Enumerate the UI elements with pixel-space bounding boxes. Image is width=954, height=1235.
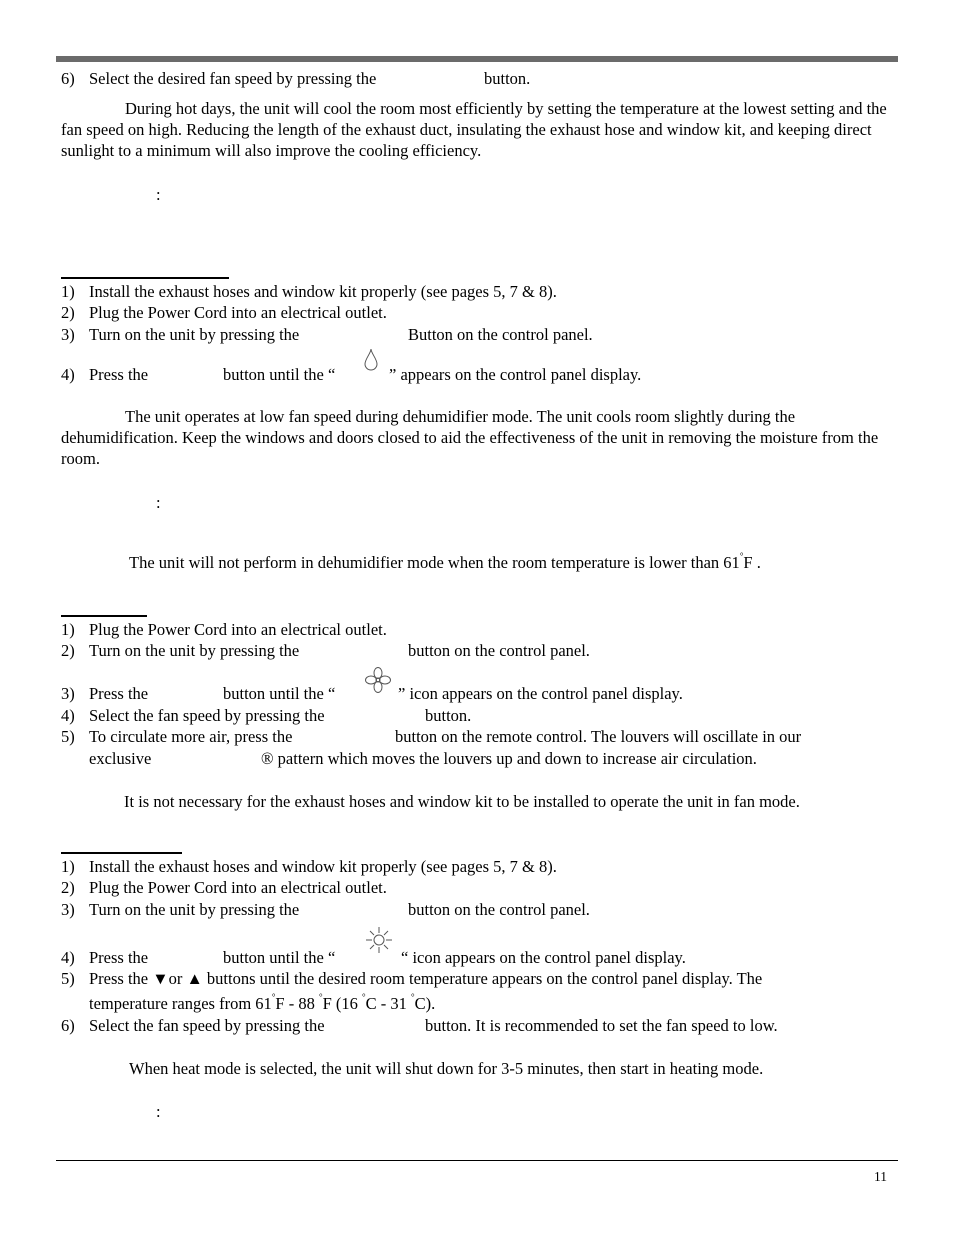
step-number: 4) (61, 365, 75, 384)
step-text: ” icon appears on the control panel display. (398, 684, 683, 703)
step-text: “ icon appears on the control panel display. (401, 948, 686, 967)
step-text: ” appears on the control panel display. (389, 365, 642, 384)
step-text: Press the (89, 365, 149, 384)
note-colon: : (156, 1102, 161, 1121)
step-number: 5) (61, 969, 75, 988)
heat-note: When heat mode is selected, the unit will shut down for 3-5 minutes, then start in heating mode. (129, 1059, 764, 1078)
section-heading-underline (61, 615, 147, 617)
step-number: 3) (61, 684, 75, 703)
footer-rule (56, 1160, 898, 1161)
step-number: 2) (61, 641, 75, 660)
step-text: button on the control panel. (408, 900, 590, 919)
step-text: Install the exhaust hoses and window kit properly (see pages 5, 7 & 8). (89, 857, 557, 876)
step-text: Button on the control panel. (408, 325, 593, 344)
step-text: button on the control panel. (408, 641, 590, 660)
step-text: Select the fan speed by pressing the (89, 706, 325, 725)
dehumidify-paragraph: The unit operates at low fan speed during dehumidifier mode. The unit cools room slightly during the dehumidification. Keep the windows and doors closed to aid the effectiveness of the unit in removing the moisture from the room. (61, 407, 879, 468)
step-text: exclusive (89, 749, 152, 768)
step-text: Plug the Power Cord into an electrical outlet. (89, 878, 387, 897)
fan-icon (364, 666, 392, 694)
fan-note: It is not necessary for the exhaust hoses and window kit to be installed to operate the unit in fan mode. (124, 792, 800, 811)
step-text: button. It is recommended to set the fan speed to low. (425, 1016, 778, 1035)
step-text: button until the “ (223, 684, 336, 703)
step-text: Turn on the unit by pressing the (89, 641, 300, 660)
step-text: ® pattern which moves the louvers up and down to increase air circulation. (261, 749, 757, 768)
step-text: button. (484, 69, 531, 88)
step-number: 4) (61, 948, 75, 967)
dehumidify-note: The unit will not perform in dehumidifier mode when the room temperature is lower than 61°F . (129, 551, 761, 572)
section-heading-underline (61, 277, 229, 279)
note-colon: : (156, 185, 161, 204)
step-text: Select the desired fan speed by pressing the (89, 69, 377, 88)
step-text: Turn on the unit by pressing the (89, 325, 300, 344)
step-text: button until the “ (223, 365, 336, 384)
step-number: 1) (61, 282, 75, 301)
step-number: 6) (61, 1016, 75, 1035)
page-number: 11 (874, 1169, 887, 1184)
water-drop-icon (362, 347, 380, 373)
step-text: Select the fan speed by pressing the (89, 1016, 325, 1035)
step-text: Press the (89, 948, 149, 967)
step-text: Press the (89, 684, 149, 703)
header-rule (56, 56, 898, 62)
step-text: button. (425, 706, 472, 725)
step-text: Plug the Power Cord into an electrical outlet. (89, 303, 387, 322)
step-number: 1) (61, 620, 75, 639)
step-text: Press the ▼or ▲ buttons until the desired room temperature appears on the control panel display. The (89, 969, 763, 988)
step-text: Install the exhaust hoses and window kit properly (see pages 5, 7 & 8). (89, 282, 557, 301)
step-text: button on the remote control. The louvers will oscillate in our (395, 727, 802, 746)
step-text: button until the “ (223, 948, 336, 967)
step-text: To circulate more air, press the (89, 727, 293, 746)
step-text: Plug the Power Cord into an electrical outlet. (89, 620, 387, 639)
step-number: 2) (61, 878, 75, 897)
temperature-range-text: temperature ranges from 61°F - 88 °F (16 °C - 31 °C). (89, 992, 436, 1013)
step-number: 1) (61, 857, 75, 876)
sun-icon (364, 925, 394, 955)
step-number: 5) (61, 727, 75, 746)
step-number: 6) (61, 69, 75, 88)
cooling-tip-paragraph: During hot days, the unit will cool the room most efficiently by setting the temperature at the lowest setting and the fan speed on high. Reducing the length of the exhaust duct, insulating the exhaust hose and window kit, and keeping direct sunlight to a minimum will also improve the cooling efficiency. (61, 99, 887, 160)
step-number: 4) (61, 706, 75, 725)
step-text: Turn on the unit by pressing the (89, 900, 300, 919)
step-number: 3) (61, 900, 75, 919)
note-colon: : (156, 493, 161, 512)
step-number: 2) (61, 303, 75, 322)
section-heading-underline (61, 852, 182, 854)
step-number: 3) (61, 325, 75, 344)
